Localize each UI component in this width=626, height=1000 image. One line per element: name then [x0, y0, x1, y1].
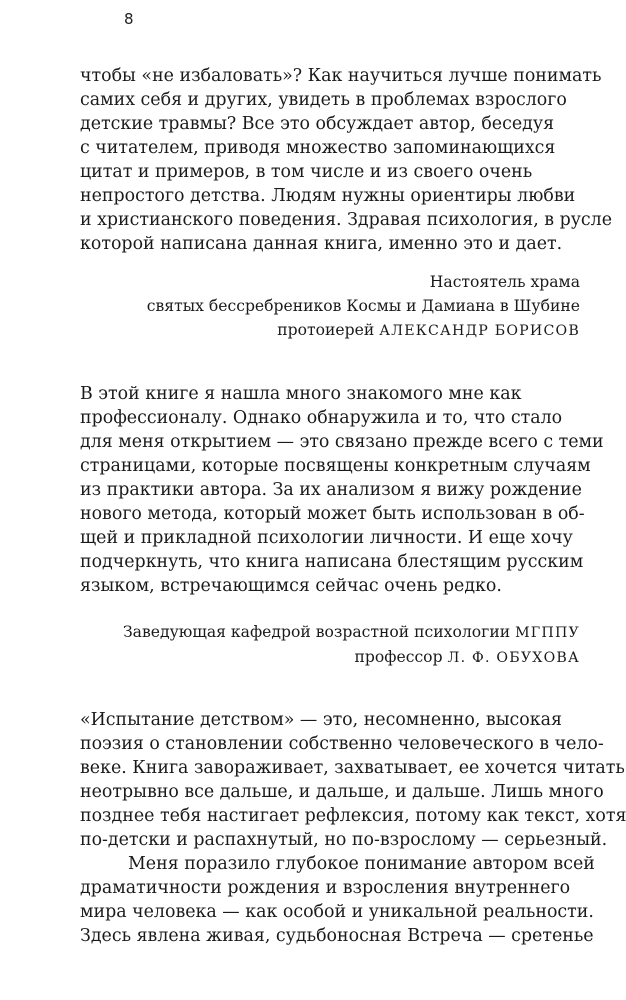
text-line: поэзия о становлении собственно человеческого в чело-	[80, 734, 604, 754]
text-line: которой написана данная книга, именно это и дает.	[80, 234, 563, 254]
text-line: Здесь явлена живая, судьбоносная Встреча — сретенье	[80, 926, 594, 946]
text-line: языком, встречающимся сейчас очень редко.	[80, 576, 502, 596]
author-name: Л. Ф. ОБУХОВА	[447, 650, 580, 666]
text-line: щей и прикладной психологии личности. И еще хочу	[80, 528, 573, 548]
text-line: веке. Книга завораживает, захватывает, ее хочется читать	[80, 758, 625, 778]
text-line: «Испытание детством» — это, несомненно, высокая	[80, 710, 562, 730]
review-paragraph-3	[80, 708, 626, 948]
text-line: драматичности рождения и взросления внутреннего	[80, 878, 571, 898]
text-line: В этой книге я нашла много знакомого мне как	[80, 384, 522, 404]
text-line: нового метода, который может быть использован в об-	[80, 504, 585, 524]
text-line: по-детски и распахнутый, но по-взрослому — серьезный.	[80, 830, 608, 850]
author-name: АЛЕКСАНДР БОРИСОВ	[379, 323, 580, 339]
text-line: самих себя и других, увидеть в проблемах взрослого	[80, 90, 567, 110]
review-paragraph-2	[80, 382, 604, 598]
text-line: и христианского поведения. Здравая психология, в русле	[80, 210, 613, 230]
attribution-author	[147, 318, 580, 343]
paragraph-text	[80, 382, 604, 598]
text-line: с читателем, приводя множество запоминающихся	[80, 138, 556, 158]
paragraph-text	[80, 708, 626, 852]
text-line: подчеркнуть, что книга написана блестящим русским	[80, 552, 584, 572]
review-paragraph-1	[80, 64, 613, 256]
text-line: детские травмы? Все это обсуждает автор, беседуя	[80, 114, 555, 134]
author-rank: профессор	[354, 648, 443, 666]
attribution-church: святых бессребреников Космы и Дамиана в Шубине	[146, 297, 580, 315]
organization-name: МГППУ	[515, 625, 580, 641]
attribution-borisov	[147, 270, 580, 343]
text-line: чтобы «не избаловать»? Как научиться лучше понимать	[80, 66, 602, 86]
attribution-author	[123, 645, 580, 670]
attribution-obukhova	[123, 620, 580, 670]
text-line: Меня поразило глубокое понимание автором всей	[128, 854, 595, 874]
attribution-title: Настоятель храма	[429, 273, 580, 291]
text-line: неотрывно все дальше, и дальше, и дальше. Лишь много	[80, 782, 604, 802]
text-line: непростого детства. Людям нужны ориентиры любви	[80, 186, 576, 206]
author-rank: протоиерей	[277, 321, 375, 339]
text-line: из практики автора. За их анализом я вижу рождение	[80, 480, 582, 500]
attribution-position	[123, 620, 580, 645]
page-number: 8	[124, 10, 134, 28]
text-line: цитат и примеров, в том числе и из своего очень	[80, 162, 533, 182]
text-line: страницами, которые посвящены конкретным случаям	[80, 456, 591, 476]
text-line: профессионалу. Однако обнаружила и то, что стало	[80, 408, 563, 428]
paragraph-text	[80, 64, 613, 256]
paragraph-text	[80, 852, 595, 948]
position-text: Заведующая кафедрой возрастной психологии	[122, 623, 511, 641]
text-line: для меня открытием — это связано прежде всего с теми	[80, 432, 604, 452]
text-line: мира человека — как особой и уникальной реальности.	[80, 902, 594, 922]
text-line: позднее тебя настигает рефлексия, потому как текст, хотя	[80, 806, 626, 826]
